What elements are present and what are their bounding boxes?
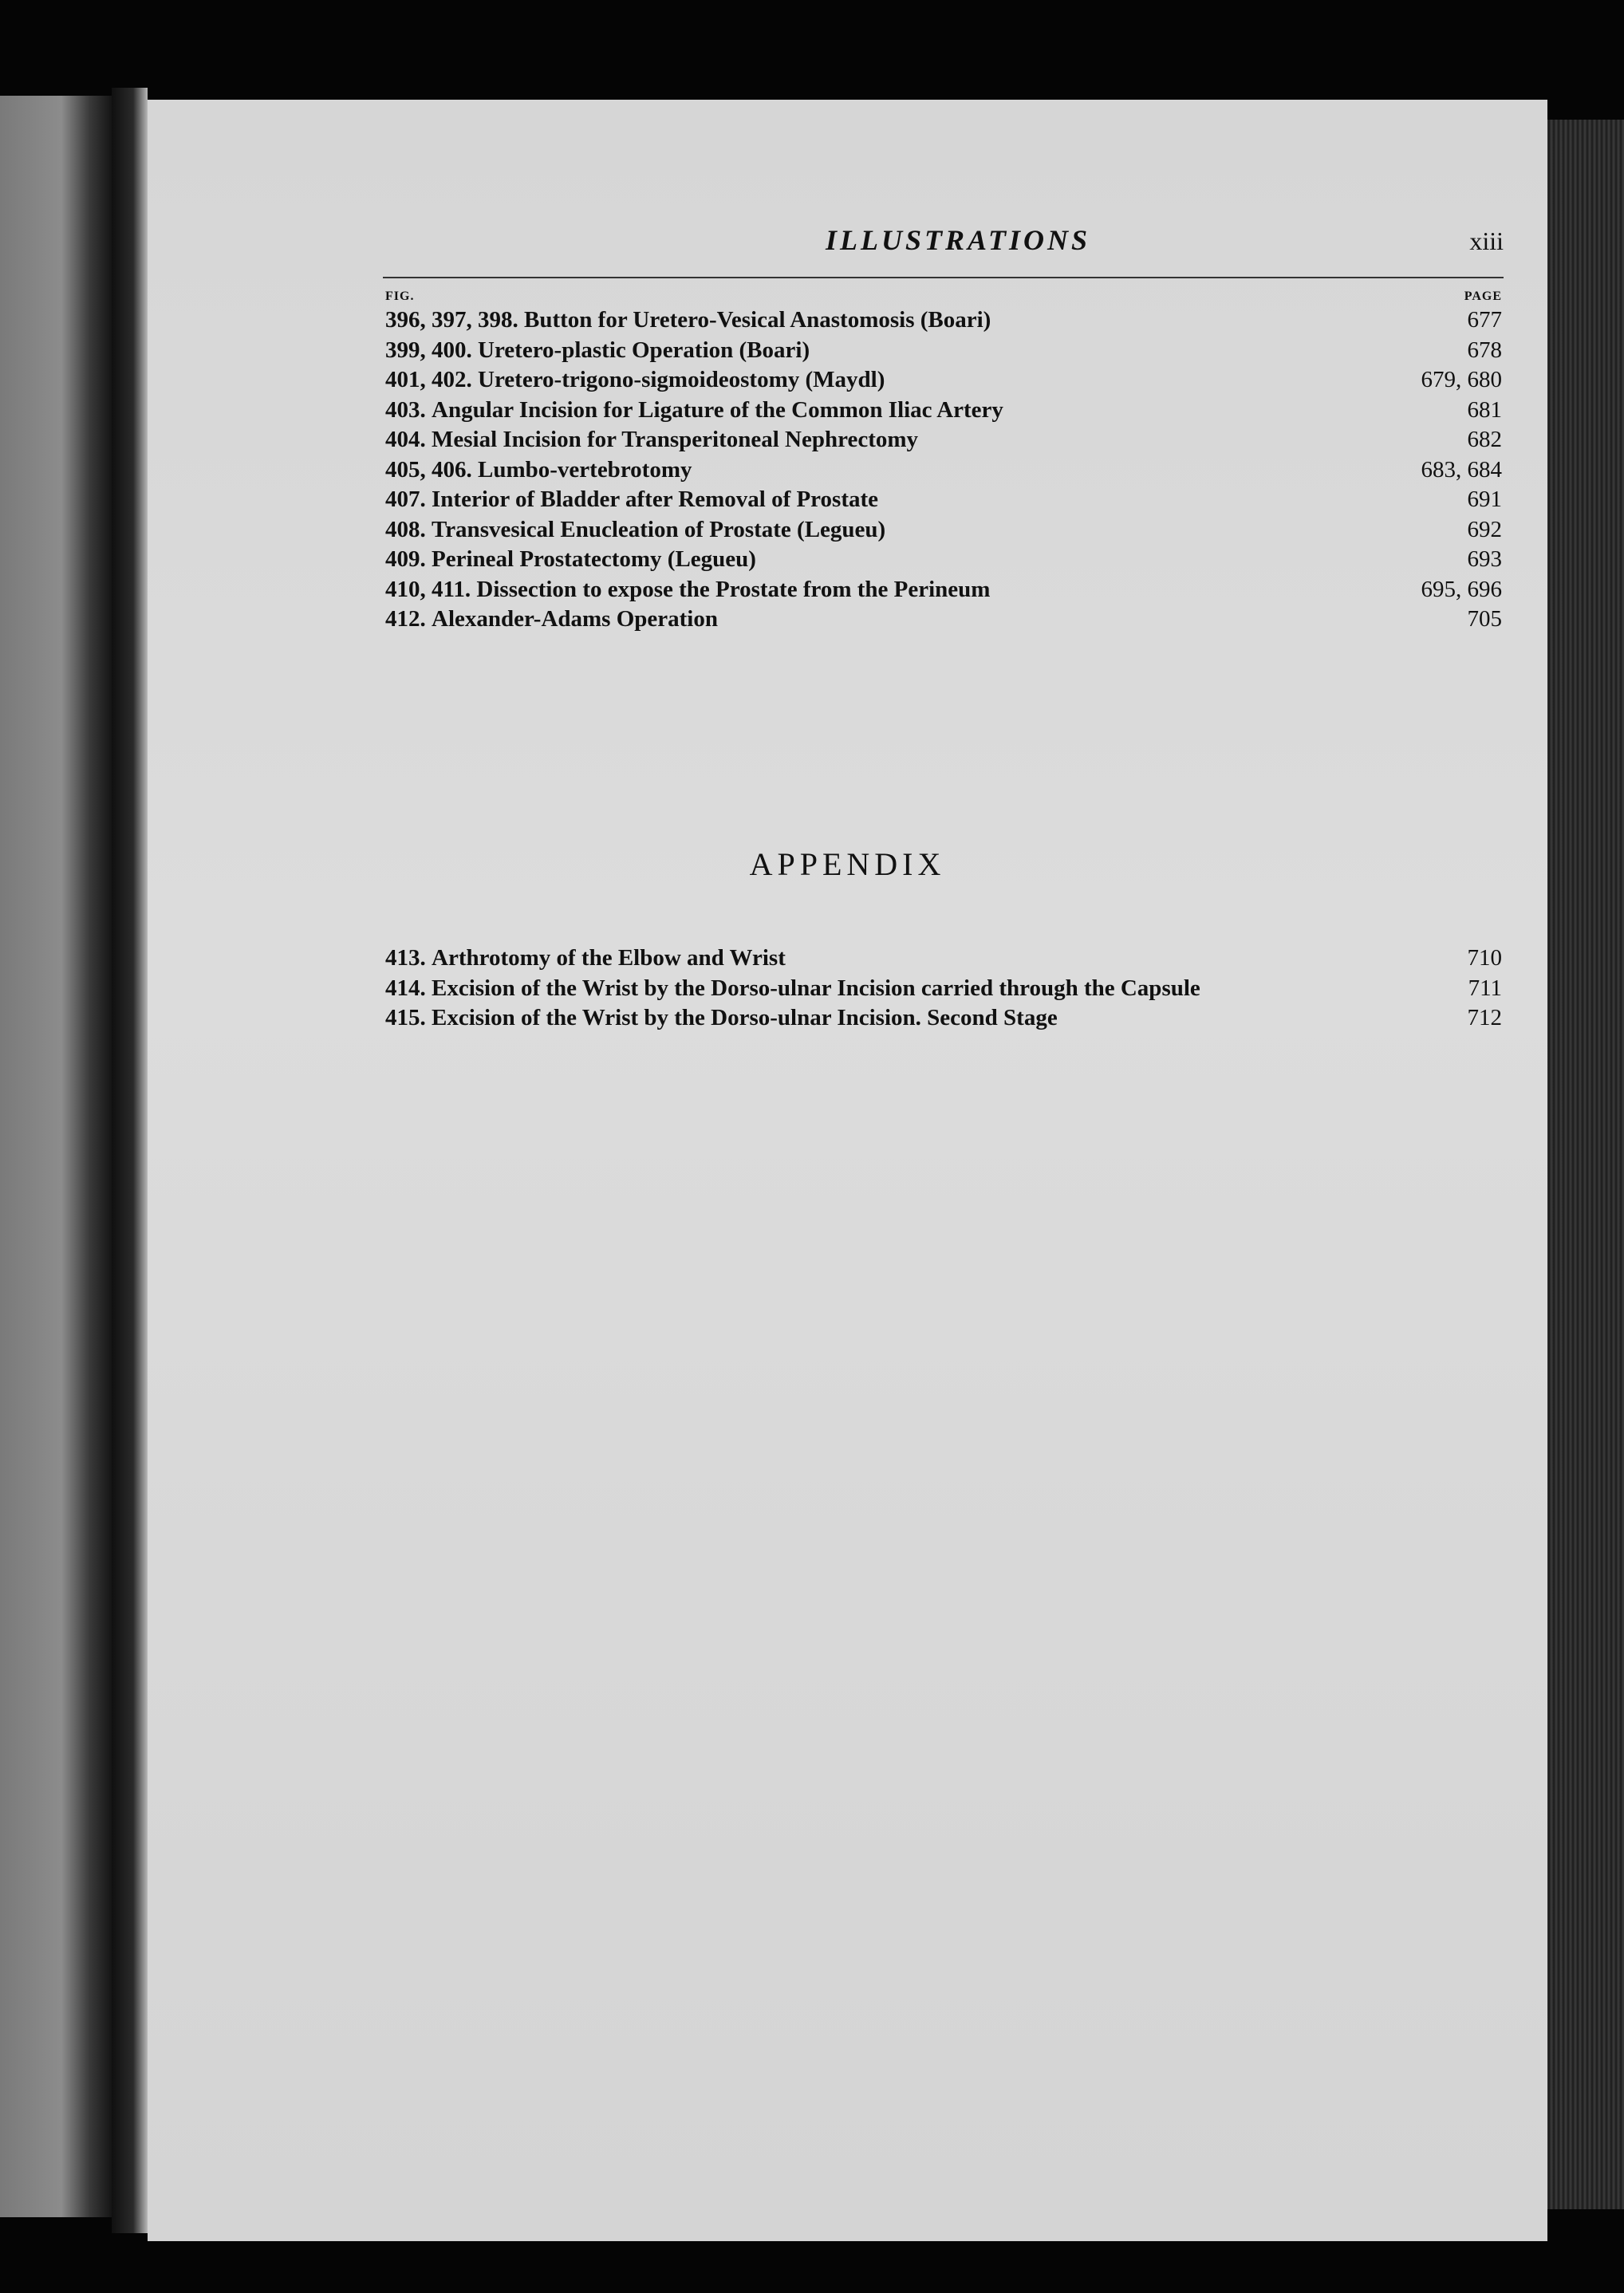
toc-entry <box>385 545 1502 575</box>
running-head-title: ILLUSTRATIONS <box>826 224 1091 256</box>
entry-page: 693 <box>1467 546 1502 572</box>
running-head <box>387 223 1504 271</box>
entry-page: 677 <box>1467 307 1502 333</box>
fig-number: 404. <box>385 427 426 452</box>
entry-title: Mesial Incision for Transperitoneal Nephrectomy <box>432 427 919 452</box>
entry-page: 679, 680 <box>1421 367 1502 392</box>
fig-number: 413. <box>385 945 426 971</box>
toc-entry <box>385 515 1502 546</box>
entry-page: 712 <box>1467 1005 1502 1030</box>
entry-page: 705 <box>1467 606 1502 632</box>
entry-title: Alexander-Adams Operation <box>432 606 718 632</box>
fig-number: 412. <box>385 606 426 632</box>
entry-title: Perineal Prostatectomy (Legueu) <box>432 546 756 572</box>
toc-entry <box>385 455 1502 486</box>
fig-number: 407. <box>385 487 426 512</box>
page-column-label: PAGE <box>1464 290 1502 303</box>
fig-number: 415. <box>385 1005 426 1030</box>
entry-page: 678 <box>1467 337 1502 363</box>
entry-page: 710 <box>1467 945 1502 971</box>
page-stack-edges <box>1539 120 1624 2209</box>
toc-entry <box>385 305 1502 336</box>
entry-title: Excision of the Wrist by the Dorso-ulnar Incision carried through the Capsule <box>432 975 1200 1001</box>
page-number: xiii <box>1469 227 1504 255</box>
fig-number: 401, 402. <box>385 367 472 392</box>
toc-entry <box>385 336 1502 366</box>
entry-page: 683, 684 <box>1421 456 1502 483</box>
entry-page: 692 <box>1467 516 1502 542</box>
fig-number: 405, 406. <box>385 456 472 483</box>
entry-title: Button for Uretero-Vesical Anastomosis (Boari) <box>524 307 991 333</box>
entry-title: Dissection to expose the Prostate from the Perineum <box>476 576 991 602</box>
fig-number: 408. <box>385 516 426 542</box>
entry-title: Lumbo-vertebrotomy <box>478 456 692 483</box>
fig-number: 399, 400. <box>385 337 472 363</box>
column-labels <box>385 290 1502 307</box>
appendix-heading: APPENDIX <box>749 846 946 882</box>
entry-page: 691 <box>1467 487 1502 512</box>
toc-entry <box>385 425 1502 455</box>
fig-number: 396, 397, 398. <box>385 307 518 333</box>
toc-entry <box>385 365 1502 396</box>
entry-page: 711 <box>1468 975 1502 1001</box>
entry-page: 695, 696 <box>1421 576 1502 602</box>
fig-number: 409. <box>385 546 426 572</box>
entry-title: Uretero-trigono-sigmoideostomy (Maydl) <box>478 367 885 392</box>
toc-entry <box>385 1003 1502 1034</box>
book-page <box>148 100 1547 2241</box>
toc-entry <box>385 575 1502 605</box>
toc-entry <box>385 944 1502 974</box>
entry-page: 682 <box>1467 427 1502 452</box>
fig-number: 414. <box>385 975 426 1001</box>
toc-entry <box>385 485 1502 515</box>
entry-title: Excision of the Wrist by the Dorso-ulnar Incision. Second Stage <box>432 1005 1058 1030</box>
entry-title: Transvesical Enucleation of Prostate (Legueu) <box>432 516 886 542</box>
fig-number: 403. <box>385 396 426 423</box>
binding-shadow <box>112 88 148 2233</box>
header-rule <box>383 277 1504 278</box>
entry-title: Uretero-plastic Operation (Boari) <box>478 337 810 363</box>
toc-entry <box>385 605 1502 635</box>
facing-page-edge <box>0 96 112 2217</box>
entry-title: Interior of Bladder after Removal of Prostate <box>432 487 879 512</box>
illustrations-list <box>385 305 1502 635</box>
fig-number: 410, 411. <box>385 576 471 602</box>
entry-title: Arthrotomy of the Elbow and Wrist <box>432 945 786 971</box>
toc-entry <box>385 974 1502 1004</box>
entry-title: Angular Incision for Ligature of the Common Iliac Artery <box>432 396 1003 423</box>
entry-page: 681 <box>1467 396 1502 423</box>
appendix-list <box>385 944 1502 1034</box>
toc-entry <box>385 396 1502 426</box>
fig-column-label: FIG. <box>385 290 415 303</box>
